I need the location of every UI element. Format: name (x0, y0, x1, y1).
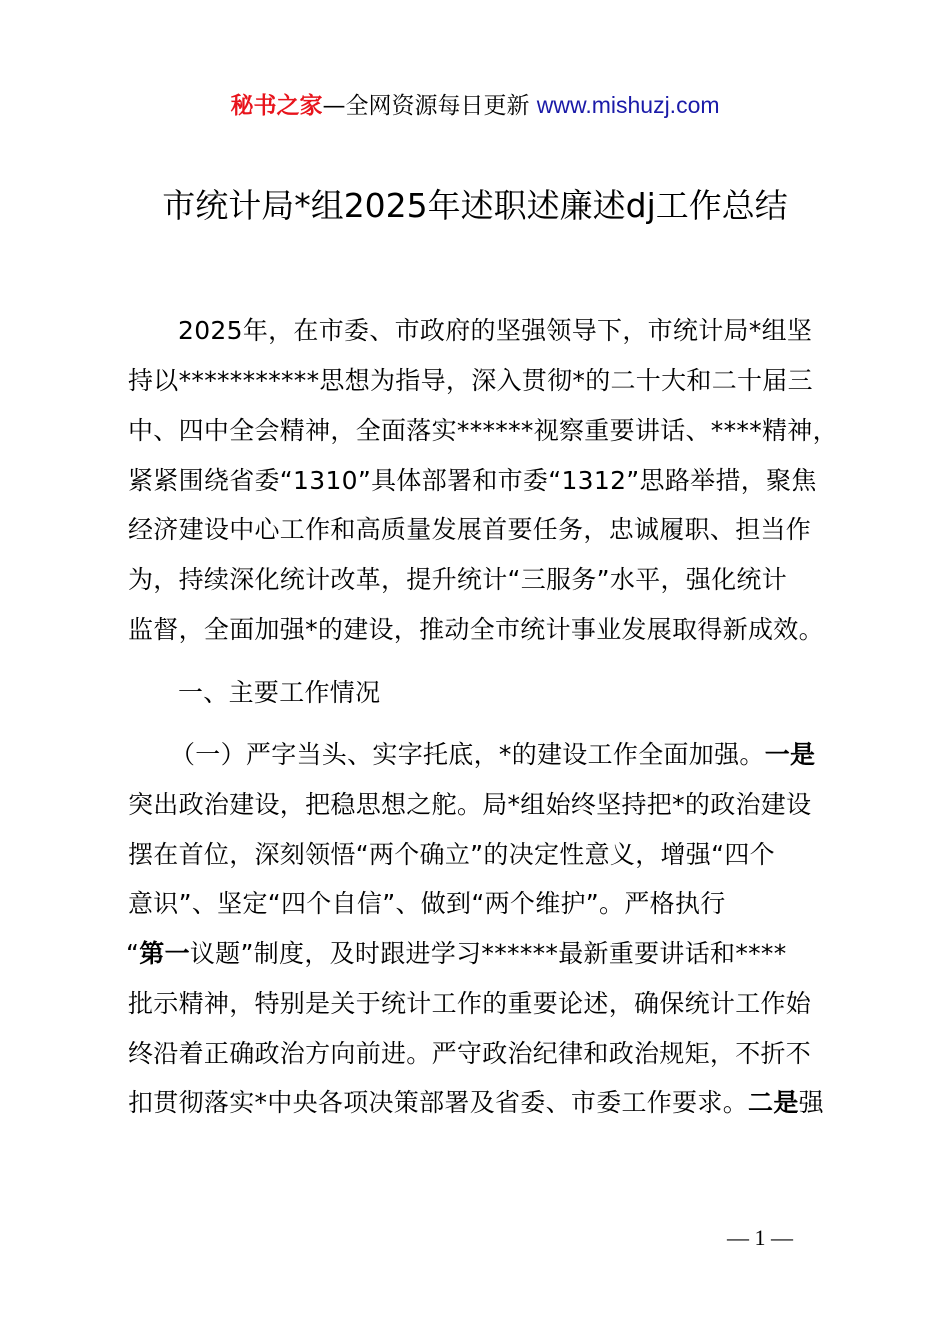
paragraph-line: 批示精神，特别是关于统计工作的重要论述，确保统计工作始 (128, 989, 812, 1018)
brand-name: 秘书之家 (230, 93, 323, 119)
paragraph-line: 2025年，在市委、市政府的坚强领导下，市统计局*组坚 (178, 316, 813, 345)
paragraph-line (170, 737, 815, 773)
site-url-link[interactable]: www.mishuzj.com (536, 92, 720, 118)
text-fragment: 议题”制度，及时跟进学习******最新重要讲话和**** (189, 939, 787, 968)
site-header (0, 88, 950, 123)
paragraph-line (126, 936, 787, 972)
subsection-text: （一）严字当头、实字托底，*的建设工作全面加强。 (170, 740, 765, 769)
paragraph-line: 摆在首位，深刻领悟“两个确立”的决定性意义，增强“四个 (128, 840, 775, 869)
paragraph-line: 突出政治建设，把稳思想之舵。局*组始终坚持把*的政治建设 (128, 790, 812, 819)
paragraph-line: 紧紧围绕省委“1310”具体部署和市委“1312”思路举措，聚焦 (128, 466, 817, 495)
paragraph-line: 监督，全面加强*的建设，推动全市统计事业发展取得新成效。 (128, 615, 824, 644)
text-fragment: 扣贯彻落实*中央各项决策部署及省委、市委工作要求。 (128, 1088, 749, 1117)
bold-marker: 二是 (748, 1088, 799, 1117)
bold-marker: 一是 (764, 740, 816, 769)
text-fragment: “ (126, 939, 140, 968)
paragraph-line: 中、四中全会精神，全面落实******视察重要讲话、****精神， (128, 416, 838, 445)
header-tagline: —全网资源每日更新 (322, 93, 537, 119)
text-fragment: 强 (798, 1088, 824, 1117)
paragraph-line: 意识”、坚定“四个自信”、做到“两个维护”。严格执行 (128, 889, 726, 918)
page-number: — 1 — (727, 1225, 793, 1250)
section-heading: 一、主要工作情况 (178, 678, 381, 707)
bold-marker: 第一 (139, 939, 190, 968)
paragraph-line: 持以***********思想为指导，深入贯彻*的二十大和二十届三 (128, 366, 813, 395)
paragraph-line (128, 1085, 824, 1121)
document-title: 市统计局*组2025年述职述廉述dj工作总结 (162, 186, 788, 225)
paragraph-line: 终沿着正确政治方向前进。严守政治纪律和政治规矩，不折不 (128, 1039, 812, 1068)
paragraph-line: 为，持续深化统计改革，提升统计“三服务”水平，强化统计 (128, 565, 788, 594)
paragraph-line: 经济建设中心工作和高质量发展首要任务，忠诚履职、担当作 (128, 515, 812, 544)
